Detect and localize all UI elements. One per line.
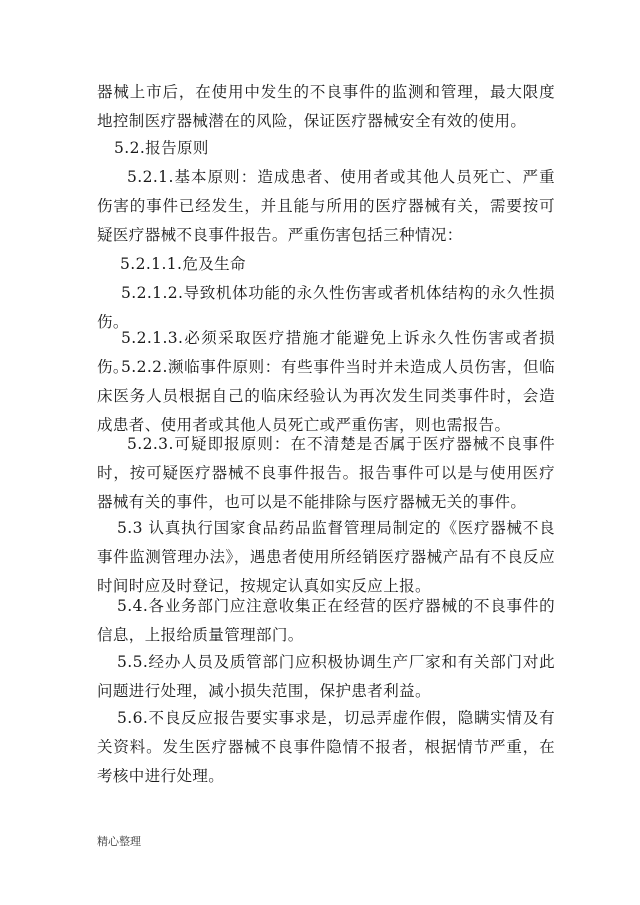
paragraph-5-4: 5.4.各业务部门应注意收集正在经营的医疗器械的不良事件的信息，上报给质量管理部门。: [97, 597, 555, 644]
paragraph-5-2-1-1: 5.2.1.1.危及生命: [120, 255, 246, 273]
paragraph-5-2-2: 5.2.2.濒临事件原则：有些事件当时并未造成人员伤害，但临床医务人员根据自己的临床经验认为再次发生同类事件时，会造成患者、使用者或其他人员死亡或严重伤害，则也需报告。: [97, 358, 555, 434]
paragraph-5-2-1: 5.2.1.基本原则：造成患者、使用者或其他人员死亡、严重伤害的事件已经发生，并且能与所用的医疗器械有关，需要按可疑医疗器械不良事件报告。严重伤害包括三种情况：: [97, 168, 555, 244]
section-heading-5-2: 5.2.报告原则: [114, 139, 209, 157]
paragraph-5-5: 5.5.经办人员及质管部门应积极协调生产厂家和有关部门对此问题进行处理，减小损失范围，保护患者利益。: [97, 653, 555, 700]
paragraph-5-3: 5.3 认真执行国家食品药品监督管理局制定的《医疗器械不良事件监测管理办法》，遇患者使用所经销医疗器械产品有不良反应时间时应及时登记，按规定认真如实反应上报。: [97, 519, 555, 595]
intro-paragraph: 器械上市后，在使用中发生的不良事件的监测和管理，最大限度地控制医疗器械潜在的风险，保证医疗器械安全有效的使用。: [97, 83, 555, 130]
paragraph-5-6: 5.6.不良反应报告要实事求是，切忌弄虚作假，隐瞒实情及有关资料。发生医疗器械不良事件隐情不报者，根据情节严重，在考核中进行处理。: [97, 709, 555, 785]
paragraph-5-2-3: 5.2.3.可疑即报原则：在不清楚是否属于医疗器械不良事件时，按可疑医疗器械不良事件报告。报告事件可以是与使用医疗器械有关的事件，也可以是不能排除与医疗器械无关的事件。: [97, 435, 555, 511]
paragraph-5-2-1-3: 5.2.1.3.必须采取医疗措施才能避免上诉永久性伤害或者损伤。: [97, 329, 555, 376]
footer-note: 精心整理: [97, 835, 141, 848]
paragraph-5-2-1-2: 5.2.1.2.导致机体功能的永久性伤害或者机体结构的永久性损伤。: [97, 284, 555, 331]
